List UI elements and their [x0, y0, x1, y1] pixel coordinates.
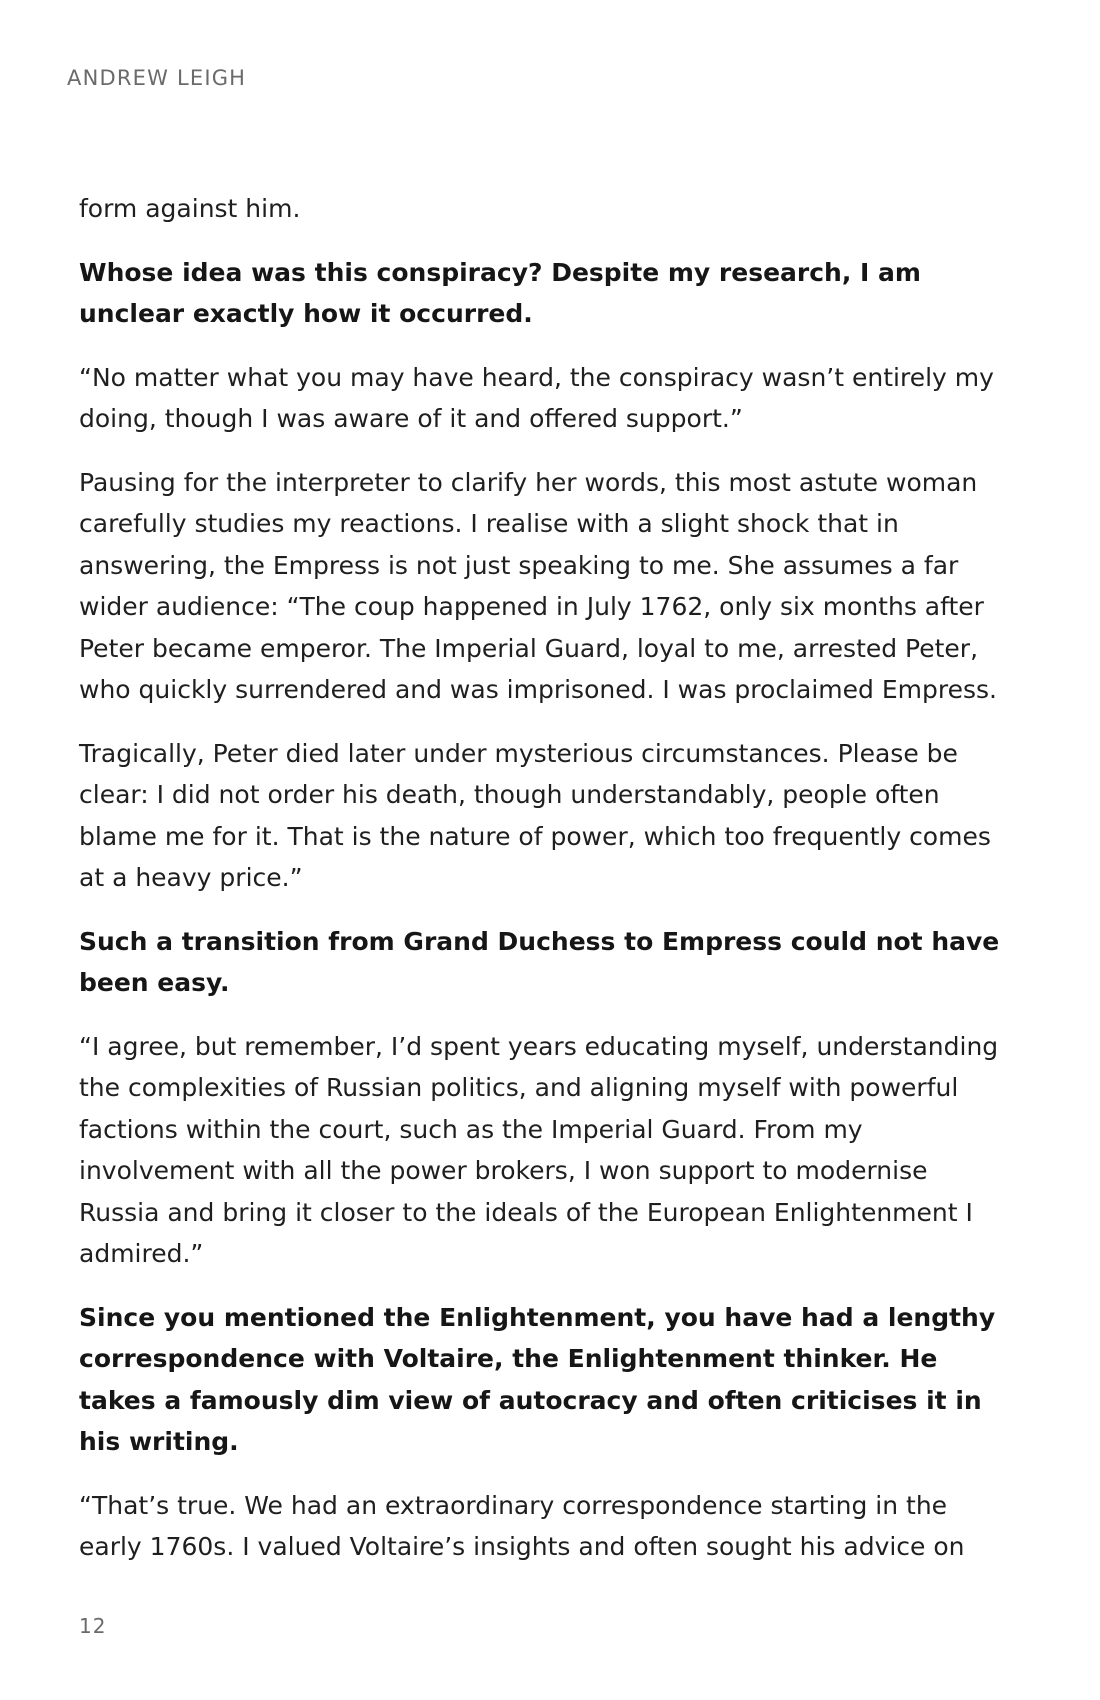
page-number: 12: [79, 1614, 107, 1638]
interview-question: Whose idea was this conspiracy? Despite my research, I am unclear exactly how it occurred.: [79, 257, 921, 328]
interview-question: Such a transition from Grand Duchess to Empress could not have been easy.: [79, 926, 1000, 997]
narrative-paragraph: Pausing for the interpreter to clarify her words, this most astute woman carefully studies my reactions. I realise with a slight shock that in answering, the Empress is not just speaking to me. She assumes a far wider audience: “The coup happened in July 1762, only six months after Peter became emperor. The Imperial Guard, loyal to me, arrested Peter, who quickly surrendered and was imprisoned. I was proclaimed Empress.: [79, 467, 997, 704]
page-body: [79, 188, 1009, 1590]
interview-question: Since you mentioned the Enlightenment, you have had a lengthy correspondence with Voltaire, the Enlightenment thinker. He takes a famously dim view of autocracy and often criticises it in his writing.: [79, 1302, 996, 1456]
running-header: ANDREW LEIGH: [67, 66, 247, 90]
interview-answer: Tragically, Peter died later under mysterious circumstances. Please be clear: I did not order his death, though understandably, people often blame me for it. That is the nature of power, which too frequently comes at a heavy price.”: [79, 738, 991, 892]
paragraph-continuation: form against him.: [79, 194, 301, 223]
interview-answer: “No matter what you may have heard, the conspiracy wasn’t entirely my doing, though I was aware of it and offered support.”: [79, 362, 994, 433]
interview-answer: “I agree, but remember, I’d spent years educating myself, understanding the complexities of Russian politics, and aligning myself with powerful factions within the court, such as the Imperial Guard. From my involvement with all the power brokers, I won support to modernise Russia and bring it closer to the ideals of the European Enlightenment I admired.”: [79, 1031, 999, 1268]
interview-answer: “That’s true. We had an extraordinary correspondence starting in the early 1760s. I valued Voltaire’s insights and often sought his advice on: [79, 1490, 965, 1561]
